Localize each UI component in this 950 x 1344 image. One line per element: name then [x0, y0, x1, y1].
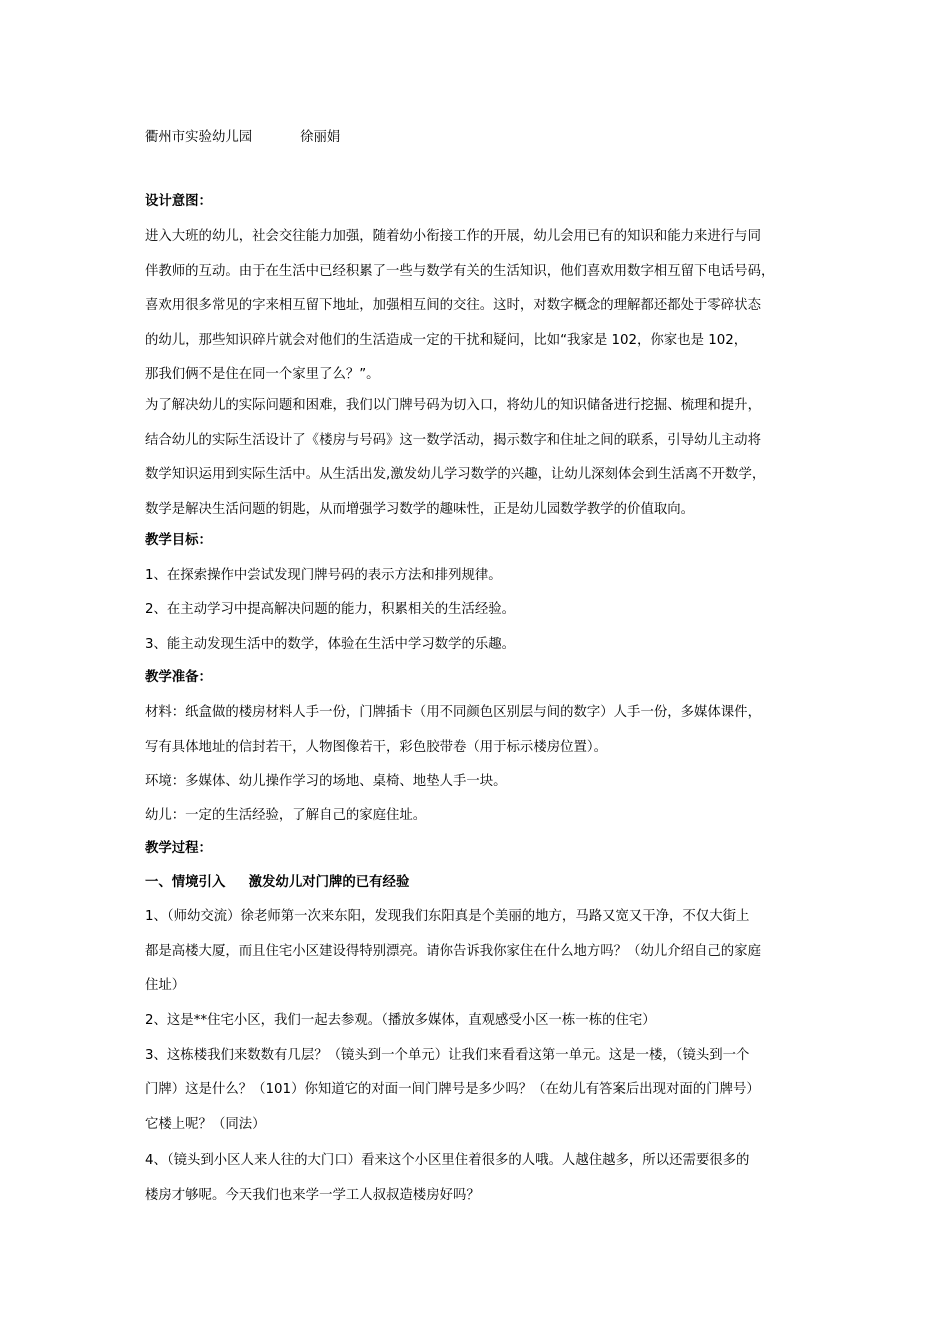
- paragraph-line: 伴教师的互动。由于在生活中已经积累了一些与数学有关的生活知识，他们喜欢用数字相互留下电话号码，: [145, 264, 775, 279]
- paragraph-line: 数学是解决生活问题的钥匙，从而增强学习数学的趣味性，正是幼儿园数学教学的价值取向。: [145, 502, 695, 517]
- preparation-line: 环境：多媒体、幼儿操作学习的场地、桌椅、地垫人手一块。: [145, 774, 507, 789]
- preparation-line: 幼儿：一定的生活经验，了解自己的家庭住址。: [145, 808, 427, 823]
- preparation-line: 材料：纸盒做的楼房材料人手一份，门牌插卡（用不同颜色区别层与间的数字）人手一份，多媒体课件，: [145, 705, 761, 720]
- paragraph-line: 数学知识运用到实际生活中。从生活出发,激发幼儿学习数学的兴趣，让幼儿深刻体会到生活离不开数学，: [145, 467, 766, 482]
- paragraph-line: 进入大班的幼儿，社会交往能力加强，随着幼小衔接工作的开展，幼儿会用已有的知识和能力来进行与同: [145, 229, 761, 244]
- author-name: 徐丽娟: [300, 130, 341, 145]
- process-line: 4、（镜头到小区人来人往的大门口）看来这个小区里住着很多的人哦。人越住越多，所以还需要很多的: [145, 1153, 750, 1168]
- process-line: 它楼上呢？（同法）: [145, 1117, 266, 1132]
- paragraph-line: 那我们俩不是住在同一个家里了么？”。: [145, 367, 380, 382]
- school-name: 衢州市实验幼儿园: [145, 130, 253, 145]
- goal-item: 1、在探索操作中尝试发现门牌号码的表示方法和排列规律。: [145, 568, 502, 583]
- preparation-heading: 教学准备：: [145, 670, 212, 685]
- process-line: 住址）: [145, 978, 186, 993]
- process-line: 3、这栋楼我们来数数有几层？（镜头到一个单元）让我们来看看这第一单元。这是一楼，（镜头到一个: [145, 1048, 750, 1063]
- goals-heading: 教学目标：: [145, 533, 212, 548]
- paragraph-line: 为了解决幼儿的实际问题和困难，我们以门牌号码为切入口，将幼儿的知识储备进行挖掘、梳理和提升，: [145, 398, 761, 413]
- paragraph-line: 喜欢用很多常见的字来相互留下地址，加强相互间的交往。这时，对数字概念的理解都还都处于零碎状态: [145, 298, 761, 313]
- process-line: 都是高楼大厦，而且住宅小区建设得特别漂亮。请你告诉我你家住在什么地方吗？（幼儿介绍自己的家庭: [145, 944, 761, 959]
- author-line: [145, 128, 340, 148]
- process-line: 楼房才够呢。今天我们也来学一学工人叔叔造楼房好吗？: [145, 1188, 480, 1203]
- process-line: 2、这是**住宅小区，我们一起去参观。（播放多媒体，直观感受小区一栋一栋的住宅）: [145, 1013, 656, 1028]
- process-line: 1、（师幼交流）徐老师第一次来东阳，发现我们东阳真是个美丽的地方，马路又宽又干净，不仅大街上: [145, 909, 750, 924]
- design-intent-heading: 设计意图：: [145, 194, 212, 209]
- paragraph-line: 结合幼儿的实际生活设计了《楼房与号码》这一数学活动，揭示数字和住址之间的联系，引导幼儿主动将: [145, 433, 761, 448]
- goal-item: 3、能主动发现生活中的数学，体验在生活中学习数学的乐趣。: [145, 637, 516, 652]
- section-title: 一、情境引入 激发幼儿对门牌的已有经验: [145, 875, 410, 890]
- paragraph-line: 的幼儿，那些知识碎片就会对他们的生活造成一定的干扰和疑问，比如“我家是 102，你家也是 102，: [145, 333, 748, 348]
- preparation-line: 写有具体地址的信封若干，人物图像若干，彩色胶带卷（用于标示楼房位置）。: [145, 740, 607, 755]
- goal-item: 2、在主动学习中提高解决问题的能力，积累相关的生活经验。: [145, 602, 516, 617]
- process-heading: 教学过程：: [145, 841, 212, 856]
- process-line: 门牌）这是什么？（101）你知道它的对面一间门牌号是多少吗？（在幼儿有答案后出现对面的门牌号）: [145, 1082, 760, 1097]
